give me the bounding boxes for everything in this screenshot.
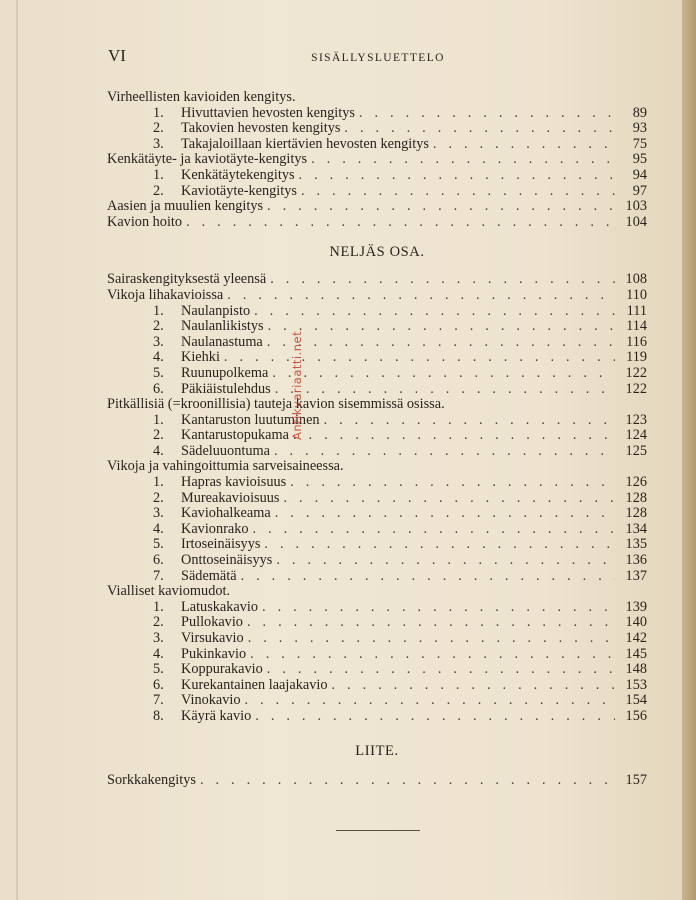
toc-entry — [107, 631, 647, 647]
entry-number: 1. — [153, 598, 164, 615]
entry-title: Kenkätäytekengitys — [181, 166, 295, 183]
entry-number: 1. — [153, 474, 164, 491]
entry-page-number: 75 — [632, 135, 647, 152]
toc-entry — [107, 350, 647, 366]
entry-title: Pitkällisiä (=kroonillisia) tauteja kavion sisemmissä osissa. — [107, 396, 445, 413]
dot-leader — [433, 137, 615, 153]
dot-leader — [227, 288, 615, 304]
entry-title: Sairaskengityksestä yleensä — [107, 271, 267, 288]
entry-title: Pukinkavio — [181, 645, 247, 662]
entry-title: Onttoseinäisyys — [181, 552, 273, 569]
toc-entry — [107, 288, 647, 304]
toc-entry — [107, 693, 647, 709]
toc-entry — [107, 475, 647, 491]
entry-page-number: 128 — [625, 489, 647, 506]
entry-title: Kantaruston luutuminen — [181, 411, 320, 428]
entry-title: Ruunupolkema — [181, 364, 269, 381]
dot-leader — [254, 304, 615, 320]
toc-entry — [107, 215, 647, 231]
dot-leader — [200, 773, 615, 789]
entry-number: 2. — [153, 489, 164, 506]
toc-entry — [107, 319, 647, 335]
dot-leader — [311, 152, 615, 168]
toc-entry — [107, 428, 647, 444]
entry-number: 3. — [153, 333, 164, 350]
toc-entry — [107, 678, 647, 694]
dot-leader — [270, 272, 615, 288]
dot-leader — [241, 569, 615, 585]
entry-page-number: 116 — [626, 333, 647, 350]
entry-title: Naulanastuma — [181, 333, 263, 350]
toc-entry — [107, 366, 647, 382]
watermark: Antikvariaatti.net — [290, 330, 304, 440]
entry-title: Hapras kavioisuus — [181, 474, 287, 491]
entry-page-number: 126 — [625, 474, 647, 491]
dot-leader — [344, 121, 615, 137]
entry-number: 4. — [153, 442, 164, 459]
entry-title: Sädemätä — [181, 567, 237, 584]
dot-leader — [275, 506, 615, 522]
toc-entry — [107, 773, 647, 789]
entry-page-number: 140 — [625, 614, 647, 631]
entry-title: Naulanpisto — [181, 302, 251, 319]
dot-leader — [299, 168, 615, 184]
entry-title: Latuskakavio — [181, 598, 259, 615]
entry-number: 2. — [153, 318, 164, 335]
entry-title: Virheellisten kavioiden kengitys. — [107, 89, 296, 105]
entry-number: 3. — [153, 505, 164, 522]
toc-entry — [107, 491, 647, 507]
toc-entry — [107, 272, 647, 288]
entry-title: Vinokavio — [181, 692, 241, 709]
entry-page-number: 137 — [625, 567, 647, 584]
dot-leader — [267, 335, 615, 351]
dot-leader — [247, 615, 615, 631]
entry-title: Kurekantainen laajakavio — [181, 676, 328, 693]
entry-page-number: 139 — [625, 598, 647, 615]
end-rule — [336, 830, 420, 831]
entry-title: Kavion hoito — [107, 213, 183, 230]
toc-entry — [107, 647, 647, 663]
toc-entry — [107, 304, 647, 320]
dot-leader — [301, 184, 615, 200]
dot-leader — [255, 709, 615, 725]
dot-leader — [268, 319, 615, 335]
dot-leader — [267, 199, 615, 215]
entry-page-number: 153 — [625, 676, 647, 693]
toc-entry — [107, 168, 647, 184]
entry-page-number: 103 — [625, 198, 647, 215]
entry-title: Vikoja ja vahingoittumia sarveisaineessa. — [107, 458, 344, 475]
entry-page-number: 123 — [625, 411, 647, 428]
dot-leader — [224, 350, 615, 366]
entry-page-number: 93 — [632, 120, 647, 137]
table-of-contents — [107, 90, 647, 788]
entry-title: Hivuttavien hevosten kengitys — [181, 104, 355, 121]
entry-page-number: 114 — [626, 318, 647, 335]
entry-page-number: 145 — [625, 645, 647, 662]
entry-title: Kaviohalkeama — [181, 505, 271, 522]
toc-entry — [107, 137, 647, 153]
toc-entry — [107, 709, 647, 725]
running-title: SISÄLLYSLUETTELO — [311, 52, 445, 64]
entry-number: 7. — [153, 692, 164, 709]
entry-page-number: 122 — [625, 380, 647, 397]
dot-leader — [324, 413, 615, 429]
entry-title: Kavionrako — [181, 520, 249, 537]
entry-number: 2. — [153, 182, 164, 199]
dot-leader — [275, 382, 615, 398]
entry-page-number: 89 — [632, 104, 647, 121]
dot-leader — [262, 600, 615, 616]
entry-number: 6. — [153, 552, 164, 569]
entry-page-number: 122 — [625, 364, 647, 381]
toc-entry — [107, 662, 647, 678]
entry-page-number: 124 — [625, 427, 647, 444]
dot-leader — [283, 491, 615, 507]
entry-page-number: 95 — [632, 151, 647, 168]
toc-entry — [107, 152, 647, 168]
page-edge — [682, 0, 696, 900]
entry-number: 5. — [153, 661, 164, 678]
entry-number: 5. — [153, 364, 164, 381]
entry-title: Vikoja lihakavioissa — [107, 286, 224, 303]
entry-number: 8. — [153, 707, 164, 724]
entry-number: 1. — [153, 411, 164, 428]
section-title: NELJÄS OSA. — [329, 244, 425, 261]
dot-leader — [359, 106, 615, 122]
toc-entry — [107, 506, 647, 522]
toc-entry — [107, 121, 647, 137]
toc-entry — [107, 90, 647, 106]
dot-leader — [276, 553, 615, 569]
toc-entry — [107, 459, 647, 475]
toc-entry — [107, 600, 647, 616]
toc-entry — [107, 569, 647, 585]
entry-title: Kiehki — [181, 349, 220, 366]
entry-number: 1. — [153, 104, 164, 121]
dot-leader — [290, 475, 615, 491]
entry-page-number: 108 — [625, 271, 647, 288]
toc-entry — [107, 184, 647, 200]
entry-title: Koppurakavio — [181, 661, 263, 678]
toc-entry — [107, 553, 647, 569]
entry-page-number: 142 — [625, 630, 647, 646]
toc-entry — [107, 615, 647, 631]
entry-title: Sädeluuontuma — [181, 442, 270, 459]
dot-leader — [267, 662, 615, 678]
entry-number: 4. — [153, 349, 164, 366]
entry-title: Vialliset kaviomudot. — [107, 583, 231, 600]
toc-entry — [107, 413, 647, 429]
entry-page-number: 134 — [625, 520, 647, 537]
toc-entry — [107, 444, 647, 460]
toc-entry — [107, 584, 647, 600]
entry-page-number: 110 — [626, 286, 647, 303]
entry-title: Mureakavioisuus — [181, 489, 280, 506]
entry-page-number: 156 — [625, 707, 647, 724]
entry-title: Kenkätäyte- ja kaviotäyte-kengitys — [107, 151, 308, 168]
toc-entry — [107, 382, 647, 398]
entry-title: Sorkkakengitys — [107, 771, 196, 788]
entry-title: Virsukavio — [181, 630, 244, 646]
entry-title: Käyrä kavio — [181, 707, 252, 724]
entry-number: 6. — [153, 380, 164, 397]
entry-title: Päkiäistulehdus — [181, 380, 271, 397]
entry-page-number: 125 — [625, 442, 647, 459]
entry-page-number: 148 — [625, 661, 647, 678]
entry-page-number: 136 — [625, 552, 647, 569]
entry-title: Kaviotäyte-kengitys — [181, 182, 297, 199]
dot-leader — [253, 522, 616, 538]
dot-leader — [248, 631, 615, 647]
page-header — [108, 46, 648, 70]
toc-entry — [107, 199, 647, 215]
toc-entry — [107, 397, 647, 413]
toc-entry — [107, 335, 647, 351]
dot-leader — [186, 215, 615, 231]
entry-number: 6. — [153, 676, 164, 693]
entry-number: 4. — [153, 645, 164, 662]
dot-leader — [250, 647, 615, 663]
entry-page-number: 111 — [626, 302, 647, 319]
entry-page-number: 97 — [632, 182, 647, 199]
dot-leader — [331, 678, 615, 694]
entry-title: Pullokavio — [181, 614, 243, 631]
dot-leader — [264, 537, 615, 553]
entry-title: Irtoseinäisyys — [181, 536, 261, 553]
entry-number: 3. — [153, 630, 164, 646]
dot-leader — [293, 428, 615, 444]
dot-leader — [274, 444, 615, 460]
entry-title: Kantarustopukama — [181, 427, 289, 444]
toc-entry — [107, 106, 647, 122]
entry-page-number: 94 — [632, 166, 647, 183]
entry-title: Takovien hevosten kengitys — [181, 120, 341, 137]
entry-number: 2. — [153, 614, 164, 631]
entry-number: 7. — [153, 567, 164, 584]
page-number: VI — [108, 46, 126, 65]
entry-number: 4. — [153, 520, 164, 537]
entry-page-number: 119 — [626, 349, 647, 366]
section-title: LIITE. — [355, 742, 399, 759]
entry-page-number: 135 — [625, 536, 647, 553]
entry-number: 2. — [153, 427, 164, 444]
entry-number: 5. — [153, 536, 164, 553]
dot-leader — [272, 366, 615, 382]
entry-number: 3. — [153, 135, 164, 152]
toc-entry — [107, 537, 647, 553]
page-fold — [16, 0, 18, 900]
entry-page-number: 104 — [625, 213, 647, 230]
entry-number: 1. — [153, 166, 164, 183]
entry-number: 1. — [153, 302, 164, 319]
entry-title: Aasien ja muulien kengitys — [107, 198, 264, 215]
entry-number: 2. — [153, 120, 164, 137]
entry-title: Naulanlikistys — [181, 318, 264, 335]
entry-page-number: 154 — [625, 692, 647, 709]
entry-page-number: 128 — [625, 505, 647, 522]
entry-page-number: 157 — [625, 771, 647, 788]
toc-entry — [107, 522, 647, 538]
dot-leader — [245, 693, 616, 709]
entry-title: Takajaloillaan kiertävien hevosten kengitys — [181, 135, 429, 152]
